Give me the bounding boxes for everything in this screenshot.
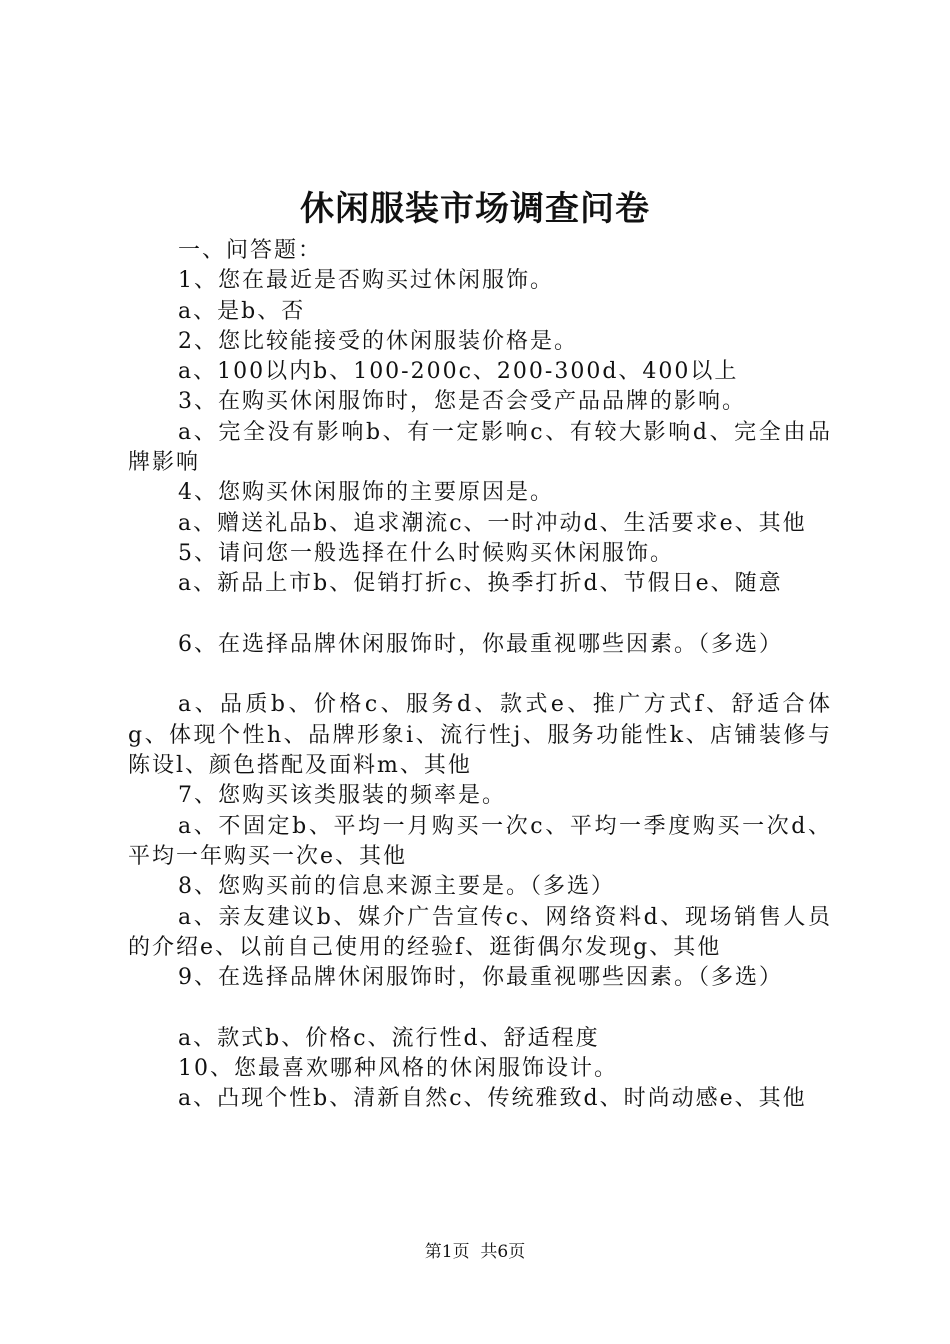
- question-3: 3、在购买休闲服饰时，您是否会受产品品牌的影响。: [178, 389, 746, 415]
- question-2: 2、您比较能接受的休闲服装价格是。: [178, 328, 578, 354]
- answer-options-9: a、款式b、价格c、流行性d、舒适程度: [178, 1025, 600, 1051]
- footer-separator: [470, 1242, 481, 1262]
- answer-options-3: a、完全没有影响b、有一定影响c、有较大影响d、完全由品牌影响: [128, 419, 832, 476]
- question-7: 7、您购买该类服装的频率是。: [178, 783, 506, 809]
- answer-options-6: a、品质b、价格c、服务d、款式e、推广方式f、舒适合体g、体现个性h、品牌形象i、流行性j、服务功能性k、店铺装修与陈设l、颜色搭配及面料m、其他: [128, 692, 832, 779]
- question-10: 10、您最喜欢哪种风格的休闲服饰设计。: [178, 1056, 618, 1082]
- question-9: 9、在选择品牌休闲服饰时，你最重视哪些因素。（多选）: [178, 965, 783, 991]
- answer-options-10: a、凸现个性b、清新自然c、传统雅致d、时尚动感e、其他: [178, 1086, 807, 1112]
- question-5: 5、请问您一般选择在什么时候购买休闲服饰。: [178, 540, 674, 566]
- page-footer: [0, 1240, 950, 1264]
- section-heading: 一、问答题：: [178, 238, 323, 263]
- question-6: 6、在选择品牌休闲服饰时，你最重视哪些因素。（多选）: [178, 631, 783, 657]
- answer-options-4: a、赠送礼品b、追求潮流c、一时冲动d、生活要求e、其他: [178, 510, 807, 536]
- blank-line: [128, 600, 832, 630]
- question-8: 8、您购买前的信息来源主要是。（多选）: [178, 874, 615, 900]
- answer-options-2: a、100以内b、100-200c、200-300d、400以上: [178, 359, 739, 385]
- question-1: 1、您在最近是否购买过休闲服饰。: [178, 268, 554, 294]
- page-total: 共6页: [480, 1242, 526, 1262]
- answer-options-5: a、新品上市b、促销打折c、换季打折d、节假日e、随意: [178, 571, 783, 597]
- answer-options-7: a、不固定b、平均一月购买一次c、平均一季度购买一次d、平均一年购买一次e、其他: [128, 813, 832, 869]
- page-number: 第1页: [424, 1242, 470, 1262]
- document-title: 休闲服装市场调查问卷: [300, 189, 650, 229]
- question-4: 4、您购买休闲服饰的主要原因是。: [178, 480, 554, 506]
- blank-line: [128, 660, 832, 690]
- blank-line: [128, 993, 832, 1023]
- answer-options-1: a、是b、否: [178, 298, 306, 324]
- document-body: [128, 236, 832, 1115]
- answer-options-8: a、亲友建议b、媒介广告宣传c、网络资料d、现场销售人员的介绍e、以前自己使用的经验f、逛街偶尔发现g、其他: [128, 904, 832, 960]
